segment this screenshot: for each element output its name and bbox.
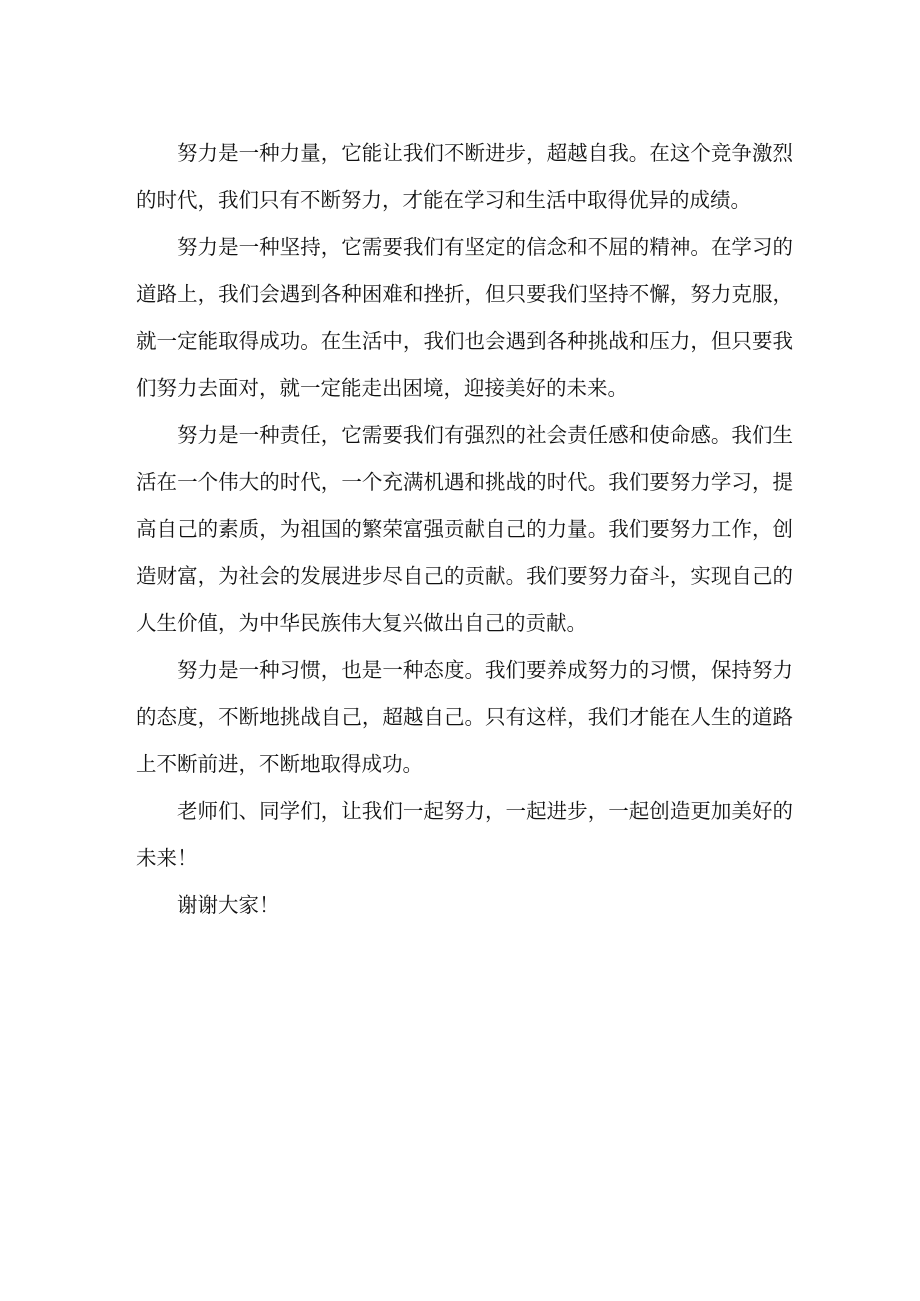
paragraph-effort-habit: 努力是一种习惯，也是一种态度。我们要养成努力的习惯，保持努力的态度，不断地挑战自己，超越自己。只有这样，我们才能在人生的道路上不断前进，不断地取得成功。 — [136, 658, 793, 776]
paragraph-effort-power: 努力是一种力量，它能让我们不断进步，超越自我。在这个竞争激烈的时代，我们只有不断努力，才能在学习和生活中取得优异的成绩。 — [136, 141, 793, 212]
paragraph-effort-persistence: 努力是一种坚持，它需要我们有坚定的信念和不屈的精神。在学习的道路上，我们会遇到各种困难和挫折，但只要我们坚持不懈，努力克服，就一定能取得成功。在生活中，我们也会遇到各种挑战和压力，但只要我们努力去面对，就一定能走出困境，迎接美好的未来。 — [136, 235, 793, 400]
paragraph-call-to-action: 老师们、同学们，让我们一起努力，一起进步，一起创造更加美好的未来！ — [136, 799, 793, 870]
paragraph-thanks: 谢谢大家！ — [177, 893, 280, 917]
paragraph-effort-responsibility: 努力是一种责任，它需要我们有强烈的社会责任感和使命感。我们生活在一个伟大的时代，一个充满机遇和挑战的时代。我们要努力学习，提高自己的素质，为祖国的繁荣富强贡献自己的力量。我们要努力工作，创造财富，为社会的发展进步尽自己的贡献。我们要努力奋斗，实现自己的人生价值，为中华民族伟大复兴做出自己的贡献。 — [136, 423, 793, 635]
document-body — [136, 130, 793, 929]
